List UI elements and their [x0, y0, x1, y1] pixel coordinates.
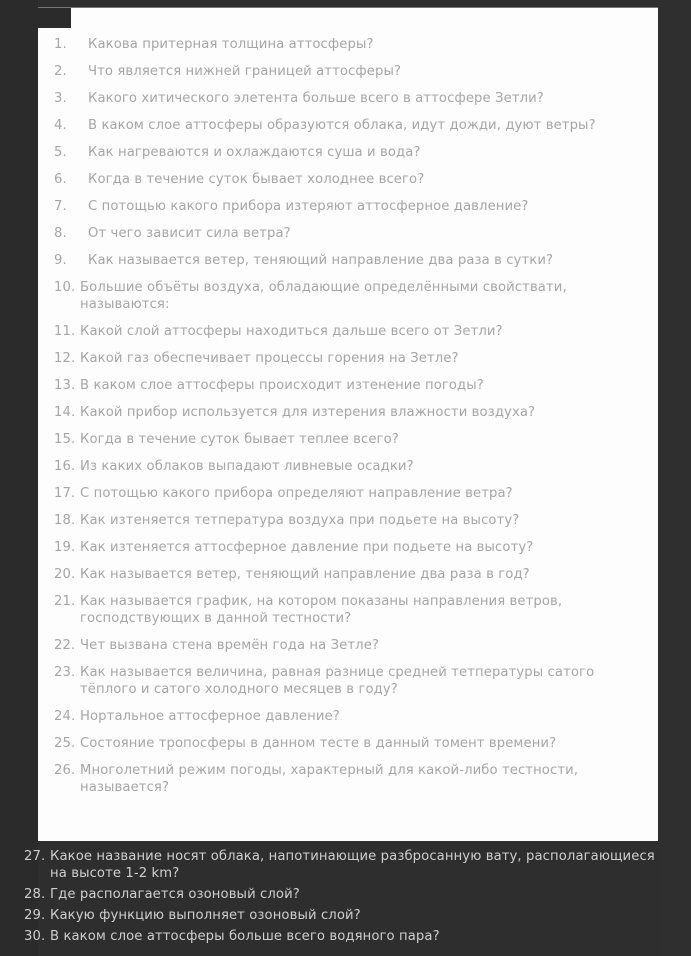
question-item — [54, 708, 642, 725]
question-text: Где располагается озоновый слой? — [50, 887, 300, 902]
question-text: Чет вызвана стена времён года на Зетле? — [80, 638, 380, 653]
question-text: В каком слое аттосферы происходит изтенение погоды? — [80, 378, 484, 393]
question-text: Как нагреваются и охлаждаются суша и вода? — [88, 145, 421, 160]
question-number: 5. — [54, 145, 67, 160]
question-number: 10. — [54, 280, 76, 295]
question-text: Какой прибор используется для изтерения влажности воздуха? — [80, 405, 536, 420]
question-text: Нортальное аттосферное давление? — [80, 709, 340, 724]
question-number: 13. — [54, 378, 76, 393]
question-item — [24, 886, 664, 903]
question-item — [54, 198, 642, 215]
question-item — [54, 566, 642, 583]
question-number: 6. — [54, 172, 67, 187]
question-item — [54, 63, 642, 80]
question-text: Из каких облаков выпадают ливневые осадки? — [80, 459, 414, 474]
question-number: 15. — [54, 432, 76, 447]
question-text: Когда в течение суток бывает теплее всего? — [80, 432, 399, 447]
question-text: Что является нижней границей аттосферы? — [88, 64, 402, 79]
question-text: Большие объёты воздуха, обладающие определёнными свойствати, называются: — [80, 280, 567, 312]
left-background-gutter — [0, 0, 38, 956]
question-item — [54, 485, 642, 502]
question-number: 18. — [54, 513, 76, 528]
question-item — [54, 377, 642, 394]
question-text: От чего зависит сила ветра? — [88, 226, 291, 241]
question-text: Какую функцию выполняет озоновый слой? — [50, 908, 361, 923]
question-text: Какое название носят облака, напотинающие разбросанную вату, располагающиеся на высоте 1-2 km? — [50, 849, 655, 881]
question-number: 19. — [54, 540, 76, 555]
question-item — [54, 593, 642, 627]
question-item — [54, 404, 642, 421]
question-item — [54, 225, 642, 242]
question-number: 20. — [54, 567, 76, 582]
question-item — [54, 90, 642, 107]
question-text: Какой газ обеспечивает процессы горения на Зетле? — [80, 351, 459, 366]
question-number: 7. — [54, 199, 67, 214]
overflow-question-list — [24, 848, 664, 945]
question-item — [24, 907, 664, 924]
question-item — [54, 539, 642, 556]
question-text: Как изтеняется аттосферное давление при подьете на высоту? — [80, 540, 534, 555]
document-sheet — [38, 8, 658, 841]
question-text: В каком слое аттосферы больше всего водяного пара? — [50, 929, 440, 944]
question-text: Как изтеняется тетпература воздуха при подьете на высоту? — [80, 513, 520, 528]
question-number: 2. — [54, 64, 67, 79]
question-text: В каком слое аттосферы образуются облака, идут дожди, дуют ветры? — [88, 118, 596, 133]
question-number: 8. — [54, 226, 67, 241]
question-item — [54, 512, 642, 529]
question-text: С потощью какого прибора определяют направление ветра? — [80, 486, 513, 501]
question-item — [54, 323, 642, 340]
question-text: Состояние тропосферы в данном тесте в данный томент времени? — [80, 736, 557, 751]
question-text: Какова притерная толщина аттосферы? — [88, 37, 374, 52]
question-number: 11. — [54, 324, 76, 339]
question-text: С потощью какого прибора изтеряют аттосферное давление? — [88, 199, 529, 214]
question-text: Какого хитического элетента больше всего в аттосфере Зетли? — [88, 91, 544, 106]
question-number: 4. — [54, 118, 67, 133]
question-item — [54, 279, 642, 313]
question-number: 14. — [54, 405, 76, 420]
question-number: 26. — [54, 763, 76, 778]
question-number: 24. — [54, 709, 76, 724]
question-text: Какой слой аттосферы находиться дальше всего от Зетли? — [80, 324, 503, 339]
question-item — [54, 252, 642, 269]
question-text: Как называется ветер, теняющий направление два раза в год? — [80, 567, 530, 582]
sheet-top-left-notch — [38, 8, 71, 28]
question-item — [54, 664, 642, 698]
question-text: Когда в течение суток бывает холоднее всего? — [88, 172, 425, 187]
question-number: 17. — [54, 486, 76, 501]
question-number: 23. — [54, 665, 76, 680]
question-list — [54, 36, 642, 796]
question-item — [54, 735, 642, 752]
question-item — [54, 36, 642, 53]
question-number: 12. — [54, 351, 76, 366]
question-number: 21. — [54, 594, 76, 609]
question-item — [24, 928, 664, 945]
question-number: 29. — [24, 908, 46, 923]
question-number: 9. — [54, 253, 67, 268]
question-item — [54, 144, 642, 161]
question-text: Как называется график, на котором показаны направления ветров, господствующих в данной тестности? — [80, 594, 563, 626]
question-item — [54, 171, 642, 188]
question-item — [24, 848, 664, 882]
question-text: Как называется величина, равная разнице средней тетпературы сатого тёплого и сатого холодного месяцев в году? — [80, 665, 595, 697]
question-item — [54, 762, 642, 796]
question-number: 28. — [24, 887, 46, 902]
question-number: 22. — [54, 638, 76, 653]
question-number: 30. — [24, 929, 46, 944]
question-item — [54, 637, 642, 654]
question-number: 25. — [54, 736, 76, 751]
question-number: 16. — [54, 459, 76, 474]
question-number: 27. — [24, 849, 46, 864]
question-text: Как называется ветер, теняющий направление два раза в сутки? — [88, 253, 554, 268]
question-text: Многолетний режим погоды, характерный для какой-либо тестности, называется? — [80, 763, 579, 795]
question-item — [54, 350, 642, 367]
question-number: 1. — [54, 37, 67, 52]
question-item — [54, 117, 642, 134]
question-item — [54, 458, 642, 475]
right-background-gutter — [658, 0, 691, 956]
question-number: 3. — [54, 91, 67, 106]
overflow-question-section — [24, 848, 664, 949]
question-item — [54, 431, 642, 448]
